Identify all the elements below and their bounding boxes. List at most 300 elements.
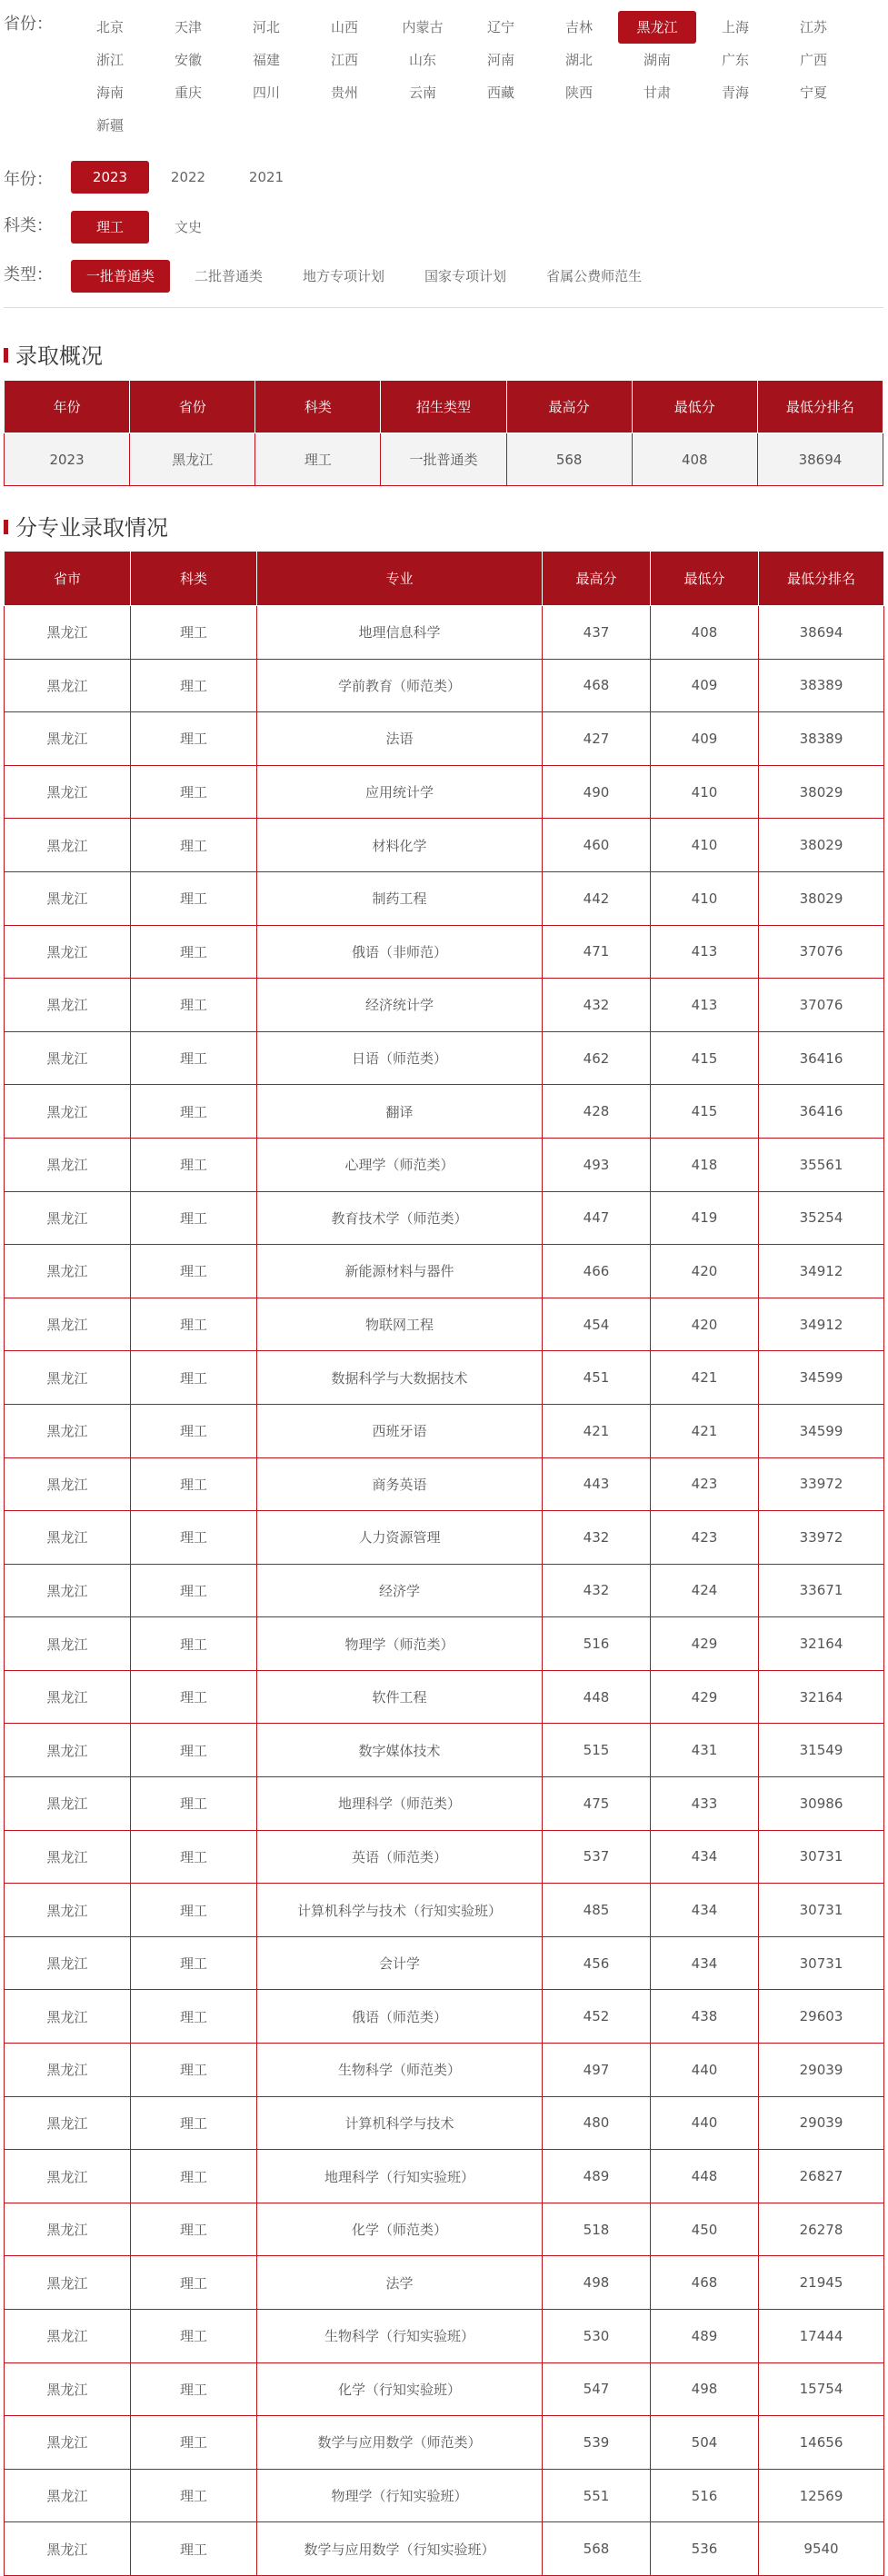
- section-marker: [4, 348, 8, 363]
- column-header: 最低分: [651, 552, 759, 606]
- province-option[interactable]: 天津: [174, 19, 202, 35]
- table-cell: 黑龙江: [5, 1777, 131, 1831]
- province-option[interactable]: 西藏: [486, 85, 514, 101]
- table-cell: 数学与应用数学（师范类）: [257, 2416, 543, 2470]
- column-header: 最高分: [506, 381, 632, 433]
- table-cell: 黑龙江: [5, 2203, 131, 2256]
- table-cell: 515: [543, 1724, 651, 1777]
- table-cell: 会计学: [257, 1936, 543, 1990]
- table-cell: 黑龙江: [5, 606, 131, 660]
- table-cell: 26827: [759, 2150, 884, 2203]
- table-cell: 黑龙江: [5, 819, 131, 872]
- table-cell: 493: [543, 1138, 651, 1191]
- province-option[interactable]: 江苏: [799, 19, 827, 35]
- table-cell: 413: [651, 979, 759, 1032]
- province-option[interactable]: 甘肃: [643, 85, 671, 101]
- table-cell: 9540: [759, 2522, 884, 2576]
- table-cell: 440: [651, 2096, 759, 2150]
- table-cell: 黑龙江: [5, 659, 131, 712]
- province-option[interactable]: 陕西: [564, 85, 593, 101]
- table-cell: 431: [651, 1724, 759, 1777]
- majors-body: [5, 606, 884, 2576]
- table-cell: 35561: [759, 1138, 884, 1191]
- table-cell: 30731: [759, 1830, 884, 1884]
- table-cell: 38694: [759, 606, 884, 660]
- majors-header-row: [5, 552, 884, 606]
- table-cell: 37076: [759, 979, 884, 1032]
- table-cell: 429: [651, 1617, 759, 1671]
- province-option[interactable]: 湖北: [564, 52, 593, 68]
- subject-options: [71, 211, 871, 244]
- table-cell: 地理科学（行知实验班）: [257, 2150, 543, 2203]
- year-filter: [0, 161, 888, 194]
- table-cell: 537: [543, 1830, 651, 1884]
- table-cell: 化学（师范类）: [257, 2203, 543, 2256]
- table-row: [5, 2416, 884, 2470]
- province-option[interactable]: 安徽: [174, 52, 202, 68]
- table-cell: 黑龙江: [5, 2256, 131, 2310]
- table-row: [5, 1351, 884, 1405]
- table-cell: 38029: [759, 765, 884, 819]
- province-filter: [0, 11, 888, 138]
- table-cell: 30731: [759, 1936, 884, 1990]
- table-cell: 理工: [131, 1724, 257, 1777]
- table-cell: 38029: [759, 819, 884, 872]
- table-row: [5, 2256, 884, 2310]
- table-row: [5, 1724, 884, 1777]
- table-row: [5, 1085, 884, 1139]
- table-cell: 547: [543, 2362, 651, 2416]
- table-cell: 33972: [759, 1511, 884, 1565]
- table-cell: 理工: [131, 925, 257, 979]
- section-marker: [4, 520, 8, 534]
- table-cell: 新能源材料与器件: [257, 1245, 543, 1298]
- table-cell: 34599: [759, 1404, 884, 1457]
- table-cell: 26278: [759, 2203, 884, 2256]
- table-cell: 415: [651, 1085, 759, 1139]
- table-cell: 理工: [131, 1031, 257, 1085]
- table-cell: 理工: [131, 1564, 257, 1617]
- table-row: [5, 1936, 884, 1990]
- table-cell: 432: [543, 1564, 651, 1617]
- table-cell: 33671: [759, 1564, 884, 1617]
- table-cell: 37076: [759, 925, 884, 979]
- table-cell: 黑龙江: [5, 2362, 131, 2416]
- table-cell: 理工: [131, 819, 257, 872]
- summary-section-title: [4, 338, 103, 370]
- table-cell: 551: [543, 2469, 651, 2522]
- table-cell: 化学（行知实验班）: [257, 2362, 543, 2416]
- table-row: [5, 1298, 884, 1351]
- summary-table: [4, 380, 883, 486]
- table-cell: 俄语（非师范）: [257, 925, 543, 979]
- table-row: [5, 1777, 884, 1831]
- table-cell: 490: [543, 765, 651, 819]
- table-cell: 413: [651, 925, 759, 979]
- table-row: [5, 1670, 884, 1724]
- table-cell: 489: [543, 2150, 651, 2203]
- table-cell: 法学: [257, 2256, 543, 2310]
- table-cell: 421: [651, 1351, 759, 1405]
- type-option[interactable]: 省属公费师范生: [546, 268, 643, 284]
- column-header: 最高分: [543, 552, 651, 606]
- type-options: [71, 260, 871, 293]
- table-cell: 理工: [131, 1777, 257, 1831]
- table-cell: 黑龙江: [5, 765, 131, 819]
- table-row: [5, 2203, 884, 2256]
- table-row: [5, 1564, 884, 1617]
- table-cell: 理工: [131, 2256, 257, 2310]
- table-cell: 理工: [131, 2469, 257, 2522]
- table-cell: 427: [543, 712, 651, 766]
- table-cell: 黑龙江: [5, 2096, 131, 2150]
- summary-title-text: 录取概况: [15, 343, 103, 369]
- table-cell: 448: [543, 1670, 651, 1724]
- table-cell: 17444: [759, 2310, 884, 2363]
- table-cell: 理工: [131, 1351, 257, 1405]
- table-cell: 38389: [759, 659, 884, 712]
- table-cell: 421: [651, 1404, 759, 1457]
- type-option[interactable]: 地方专项计划: [303, 268, 385, 284]
- table-cell: 468: [543, 659, 651, 712]
- table-row: [5, 1031, 884, 1085]
- table-cell: 黑龙江: [5, 1564, 131, 1617]
- year-label: 年份：: [4, 170, 53, 189]
- table-cell: 理工: [131, 1245, 257, 1298]
- table-cell: 教育技术学（师范类）: [257, 1191, 543, 1245]
- table-cell: 480: [543, 2096, 651, 2150]
- table-row: [5, 2469, 884, 2522]
- province-option[interactable]: 四川: [252, 85, 280, 101]
- table-cell: 黑龙江: [5, 1990, 131, 2044]
- table-cell: 433: [651, 1777, 759, 1831]
- table-row: [5, 2044, 884, 2097]
- majors-title-text: 分专业录取情况: [15, 515, 168, 541]
- table-row: [5, 1830, 884, 1884]
- table-cell: 489: [651, 2310, 759, 2363]
- subject-option[interactable]: 理工: [71, 211, 149, 244]
- table-cell: 理工: [131, 2310, 257, 2363]
- table-cell: 黑龙江: [5, 1404, 131, 1457]
- table-row: [5, 2522, 884, 2576]
- table-cell: 36416: [759, 1031, 884, 1085]
- table-cell: 黑龙江: [5, 2150, 131, 2203]
- table-cell: 429: [651, 1670, 759, 1724]
- table-row: [5, 712, 884, 766]
- table-cell: 理工: [131, 2416, 257, 2470]
- table-cell: 生物科学（行知实验班）: [257, 2310, 543, 2363]
- table-row: [5, 925, 884, 979]
- province-option[interactable]: 宁夏: [799, 85, 827, 101]
- province-option[interactable]: 内蒙古: [402, 19, 444, 35]
- table-cell: 理工: [131, 1884, 257, 1937]
- table-cell: 材料化学: [257, 819, 543, 872]
- table-cell: 经济学: [257, 1564, 543, 1617]
- table-cell: 黑龙江: [5, 1936, 131, 1990]
- table-row: [5, 1884, 884, 1937]
- majors-table: [4, 551, 884, 2576]
- province-option[interactable]: 上海: [721, 19, 749, 35]
- table-cell: 448: [651, 2150, 759, 2203]
- table-cell: 计算机科学与技术（行知实验班）: [257, 1884, 543, 1937]
- table-cell: 420: [651, 1245, 759, 1298]
- province-option[interactable]: 福建: [252, 52, 280, 68]
- table-cell: 34912: [759, 1245, 884, 1298]
- table-cell: 419: [651, 1191, 759, 1245]
- year-option[interactable]: 2022: [170, 169, 206, 185]
- column-header: 省市: [5, 552, 131, 606]
- table-cell: 421: [543, 1404, 651, 1457]
- table-cell: 34912: [759, 1298, 884, 1351]
- table-cell: 485: [543, 1884, 651, 1937]
- table-cell: 408: [632, 433, 757, 486]
- table-cell: 商务英语: [257, 1457, 543, 1511]
- table-cell: 31549: [759, 1724, 884, 1777]
- table-cell: 理工: [131, 2522, 257, 2576]
- table-cell: 30731: [759, 1884, 884, 1937]
- table-cell: 475: [543, 1777, 651, 1831]
- table-cell: 32164: [759, 1617, 884, 1671]
- table-cell: 黑龙江: [5, 2522, 131, 2576]
- table-row: [5, 433, 883, 486]
- table-cell: 黑龙江: [5, 1138, 131, 1191]
- table-cell: 理工: [131, 606, 257, 660]
- table-cell: 英语（师范类）: [257, 1830, 543, 1884]
- table-cell: 466: [543, 1245, 651, 1298]
- table-cell: 518: [543, 2203, 651, 2256]
- province-option[interactable]: 青海: [721, 85, 749, 101]
- table-row: [5, 606, 884, 660]
- table-cell: 454: [543, 1298, 651, 1351]
- table-cell: 理工: [131, 871, 257, 925]
- table-cell: 409: [651, 712, 759, 766]
- table-cell: 生物科学（师范类）: [257, 2044, 543, 2097]
- table-cell: 黑龙江: [5, 1085, 131, 1139]
- table-cell: 447: [543, 1191, 651, 1245]
- table-cell: 理工: [131, 2362, 257, 2416]
- province-option[interactable]: 山西: [330, 19, 358, 35]
- subject-filter: [0, 211, 888, 244]
- type-filter: [0, 260, 888, 293]
- province-option[interactable]: 新疆: [95, 117, 124, 134]
- table-row: [5, 819, 884, 872]
- table-cell: 423: [651, 1511, 759, 1565]
- type-option[interactable]: 国家专项计划: [424, 268, 507, 284]
- table-cell: 15754: [759, 2362, 884, 2416]
- province-option[interactable]: 湖南: [643, 52, 671, 68]
- province-option[interactable]: 吉林: [564, 19, 593, 35]
- table-cell: 黑龙江: [5, 925, 131, 979]
- table-cell: 理工: [131, 712, 257, 766]
- province-option[interactable]: 山东: [408, 52, 436, 68]
- table-cell: 黑龙江: [5, 1511, 131, 1565]
- table-cell: 黑龙江: [5, 2310, 131, 2363]
- table-cell: 理工: [131, 1936, 257, 1990]
- table-row: [5, 1245, 884, 1298]
- table-row: [5, 2310, 884, 2363]
- table-cell: 理工: [131, 1404, 257, 1457]
- table-cell: 440: [651, 2044, 759, 2097]
- table-cell: 理工: [131, 1298, 257, 1351]
- type-option[interactable]: 一批普通类: [71, 260, 170, 293]
- table-cell: 日语（师范类）: [257, 1031, 543, 1085]
- table-cell: 数据科学与大数据技术: [257, 1351, 543, 1405]
- table-cell: 29039: [759, 2044, 884, 2097]
- province-option[interactable]: 辽宁: [486, 19, 514, 35]
- table-cell: 西班牙语: [257, 1404, 543, 1457]
- table-row: [5, 2362, 884, 2416]
- year-option[interactable]: 2023: [71, 161, 149, 194]
- table-cell: 410: [651, 765, 759, 819]
- province-option[interactable]: 河北: [252, 19, 280, 35]
- table-cell: 415: [651, 1031, 759, 1085]
- table-cell: 504: [651, 2416, 759, 2470]
- table-cell: 理工: [131, 1990, 257, 2044]
- table-cell: 438: [651, 1990, 759, 2044]
- province-options: [71, 11, 871, 142]
- table-cell: 数字媒体技术: [257, 1724, 543, 1777]
- table-cell: 制药工程: [257, 871, 543, 925]
- table-cell: 410: [651, 871, 759, 925]
- table-cell: 地理科学（师范类）: [257, 1777, 543, 1831]
- table-cell: 黑龙江: [5, 1724, 131, 1777]
- table-row: [5, 2150, 884, 2203]
- table-cell: 29603: [759, 1990, 884, 2044]
- table-cell: 428: [543, 1085, 651, 1139]
- table-cell: 33972: [759, 1457, 884, 1511]
- table-cell: 黑龙江: [5, 2469, 131, 2522]
- table-cell: 理工: [131, 1670, 257, 1724]
- table-cell: 人力资源管理: [257, 1511, 543, 1565]
- table-cell: 539: [543, 2416, 651, 2470]
- subject-option[interactable]: 文史: [174, 219, 202, 235]
- province-option[interactable]: 重庆: [174, 85, 202, 101]
- table-row: [5, 1457, 884, 1511]
- table-cell: 443: [543, 1457, 651, 1511]
- column-header: 最低分排名: [759, 552, 884, 606]
- table-cell: 理工: [131, 1830, 257, 1884]
- table-cell: 516: [543, 1617, 651, 1671]
- table-row: [5, 1404, 884, 1457]
- table-cell: 物联网工程: [257, 1298, 543, 1351]
- province-option[interactable]: 北京: [95, 19, 124, 35]
- table-cell: 38029: [759, 871, 884, 925]
- table-cell: 437: [543, 606, 651, 660]
- year-options: [71, 161, 871, 194]
- column-header: 省份: [130, 381, 255, 433]
- table-cell: 黑龙江: [5, 1245, 131, 1298]
- table-cell: 黑龙江: [5, 1298, 131, 1351]
- province-option[interactable]: 浙江: [95, 52, 124, 68]
- table-cell: 452: [543, 1990, 651, 2044]
- table-cell: 471: [543, 925, 651, 979]
- divider: [4, 307, 883, 308]
- table-cell: 黑龙江: [5, 1351, 131, 1405]
- table-cell: 一批普通类: [381, 433, 506, 486]
- table-cell: 黑龙江: [5, 2416, 131, 2470]
- table-row: [5, 871, 884, 925]
- table-cell: 理工: [131, 1457, 257, 1511]
- type-option[interactable]: 二批普通类: [195, 268, 264, 284]
- column-header: 科类: [255, 381, 381, 433]
- province-option[interactable]: 黑龙江: [618, 11, 696, 44]
- summary-body: [5, 433, 883, 486]
- table-cell: 418: [651, 1138, 759, 1191]
- table-cell: 29039: [759, 2096, 884, 2150]
- table-cell: 理工: [131, 2044, 257, 2097]
- table-cell: 俄语（师范类）: [257, 1990, 543, 2044]
- table-cell: 理工: [131, 1138, 257, 1191]
- table-cell: 理工: [131, 2150, 257, 2203]
- table-cell: 理工: [131, 2096, 257, 2150]
- table-cell: 理工: [131, 1085, 257, 1139]
- table-cell: 理工: [131, 979, 257, 1032]
- table-cell: 黑龙江: [5, 2044, 131, 2097]
- table-row: [5, 1191, 884, 1245]
- table-cell: 462: [543, 1031, 651, 1085]
- column-header: 科类: [131, 552, 257, 606]
- table-cell: 理工: [255, 433, 381, 486]
- table-cell: 530: [543, 2310, 651, 2363]
- table-row: [5, 979, 884, 1032]
- table-cell: 黑龙江: [5, 871, 131, 925]
- table-cell: 理工: [131, 1617, 257, 1671]
- province-option[interactable]: 广西: [799, 52, 827, 68]
- table-cell: 432: [543, 979, 651, 1032]
- table-cell: 12569: [759, 2469, 884, 2522]
- subject-label: 科类：: [4, 216, 53, 235]
- majors-section-title: [4, 510, 168, 542]
- table-cell: 理工: [131, 2203, 257, 2256]
- province-option[interactable]: 河南: [486, 52, 514, 68]
- table-cell: 黑龙江: [5, 712, 131, 766]
- province-option[interactable]: 云南: [408, 85, 436, 101]
- province-option[interactable]: 海南: [95, 85, 124, 101]
- province-option[interactable]: 江西: [330, 52, 358, 68]
- table-cell: 黑龙江: [130, 433, 255, 486]
- table-cell: 计算机科学与技术: [257, 2096, 543, 2150]
- province-option[interactable]: 广东: [721, 52, 749, 68]
- table-cell: 456: [543, 1936, 651, 1990]
- table-cell: 黑龙江: [5, 1191, 131, 1245]
- table-cell: 黑龙江: [5, 979, 131, 1032]
- table-cell: 420: [651, 1298, 759, 1351]
- table-cell: 434: [651, 1884, 759, 1937]
- table-cell: 2023: [5, 433, 130, 486]
- table-cell: 30986: [759, 1777, 884, 1831]
- table-cell: 黑龙江: [5, 1617, 131, 1671]
- table-cell: 法语: [257, 712, 543, 766]
- table-cell: 应用统计学: [257, 765, 543, 819]
- table-row: [5, 2096, 884, 2150]
- table-cell: 451: [543, 1351, 651, 1405]
- table-cell: 理工: [131, 1511, 257, 1565]
- column-header: 年份: [5, 381, 130, 433]
- province-option[interactable]: 贵州: [330, 85, 358, 101]
- table-cell: 理工: [131, 1191, 257, 1245]
- table-cell: 黑龙江: [5, 1884, 131, 1937]
- table-cell: 黑龙江: [5, 1670, 131, 1724]
- year-option[interactable]: 2021: [248, 169, 284, 185]
- table-cell: 468: [651, 2256, 759, 2310]
- table-cell: 410: [651, 819, 759, 872]
- table-cell: 424: [651, 1564, 759, 1617]
- table-cell: 软件工程: [257, 1670, 543, 1724]
- table-row: [5, 1511, 884, 1565]
- table-cell: 38694: [757, 433, 883, 486]
- table-cell: 36416: [759, 1085, 884, 1139]
- table-cell: 460: [543, 819, 651, 872]
